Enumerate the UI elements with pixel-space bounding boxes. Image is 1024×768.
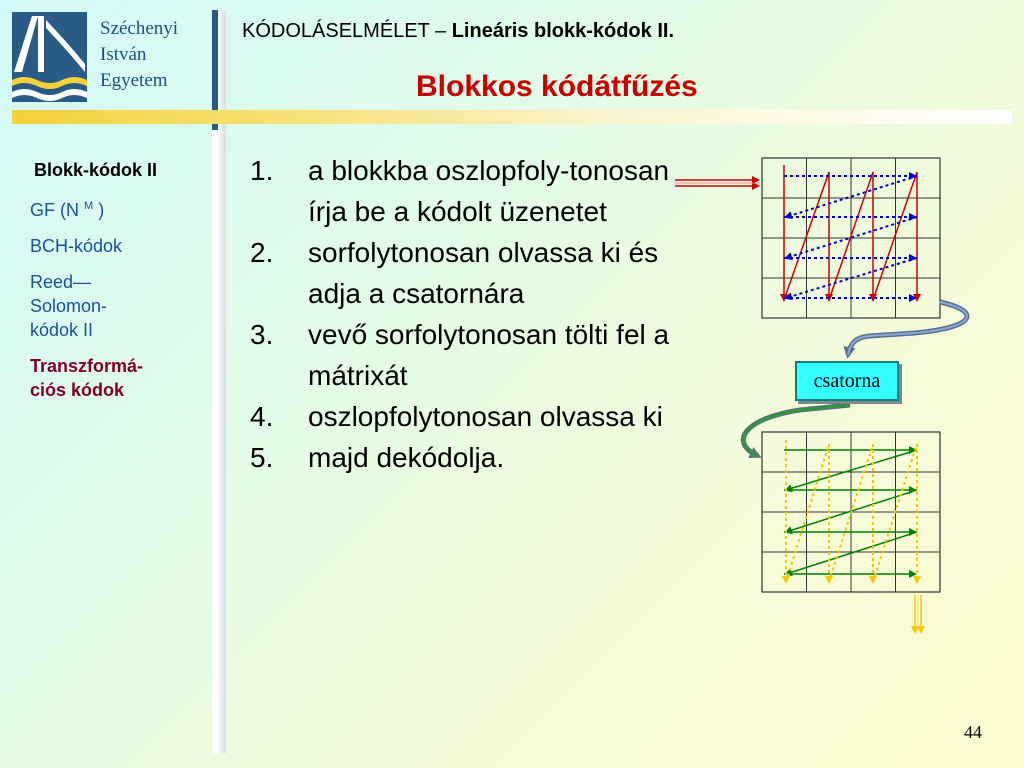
output-arrow <box>915 595 921 634</box>
sidebar-item-bch[interactable]: BCH-kódok <box>30 236 123 256</box>
slide-title: Blokkos kódátfűzés <box>416 70 698 103</box>
sidebar-item-gf-label: GF (N <box>30 200 79 220</box>
sidebar-item-gf-sup: M <box>84 200 94 212</box>
sidebar-item-reed-solomon-line1: Reed— <box>30 272 92 292</box>
step-number: 3. <box>250 319 274 350</box>
sidebar-item-transform-line1: Transzformá- <box>30 356 144 376</box>
university-name-line2: István <box>100 44 147 65</box>
sidebar-heading[interactable]: Blokk-kódok II <box>34 160 158 180</box>
step-number: 4. <box>250 401 274 432</box>
from-channel-arrow <box>743 405 850 456</box>
step-text: majd dekódolja. <box>308 442 505 473</box>
step-number: 2. <box>250 237 274 268</box>
university-name-line3: Egyetem <box>100 70 168 91</box>
step-text: vevő sorfolytonosan tölti fel a mátrixát <box>308 319 670 391</box>
channel-box: csatorna <box>795 361 899 401</box>
step-number: 1. <box>250 155 274 186</box>
page-number: 44 <box>964 722 982 742</box>
step-text: oszlopfolytonosan olvassa ki <box>308 401 663 432</box>
step-text: a blokkba oszlopfoly-tonosan írja be a kódolt üzenetet <box>308 155 670 227</box>
input-arrow <box>675 180 760 186</box>
sidebar-item-transform-line2: ciós kódok <box>30 380 125 400</box>
university-name-line1: Széchenyi <box>100 18 179 39</box>
sidebar-item-reed-solomon-line2: Solomon- <box>30 296 108 316</box>
step-number: 5. <box>250 442 274 473</box>
course-topic: Lineáris blokk-kódok II. <box>451 20 674 42</box>
sidebar-item-reed-solomon-line3: kódok II <box>30 320 94 340</box>
to-channel-arrow <box>848 302 967 355</box>
course-name: KÓDOLÁSELMÉLET – <box>242 20 452 42</box>
sidebar-item-gf-suffix: ) <box>93 200 105 220</box>
step-text: sorfolytonosan olvassa ki és adja a csatornára <box>308 237 659 309</box>
